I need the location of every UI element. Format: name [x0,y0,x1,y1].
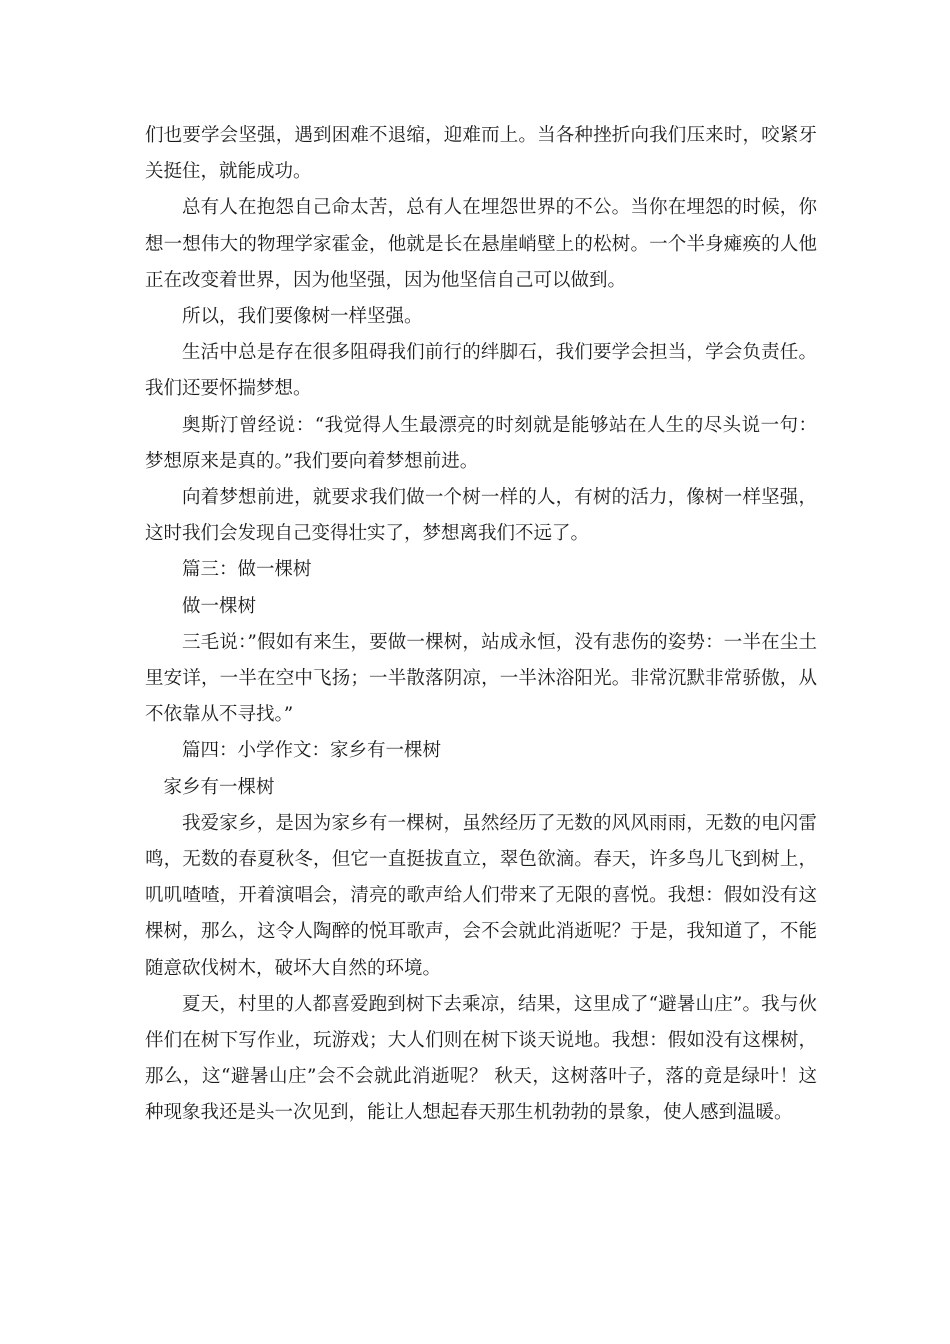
paragraph-4: 生活中总是存在很多阻碍我们前行的绊脚石，我们要学会担当，学会负责任。我们还要怀揣梦想。 [145,342,817,400]
document-page [145,118,817,1132]
paragraph-8: 我爱家乡，是因为家乡有一棵树，虽然经历了无数的风风雨雨，无数的电闪雷鸣，无数的春夏秋冬，但它一直挺拔直立，翠色欲滴。春天，许多鸟儿飞到树上，叽叽喳喳，开着演唱会，清亮的歌声给人们带来了无限的喜悦。我想：假如没有这棵树，那么，这令人陶醉的悦耳歌声，会不会就此消逝呢？于是，我知道了，不能随意砍伐树木，破坏大自然的环境。 [145,812,817,979]
paragraph-9: 夏天，村里的人都喜爱跑到树下去乘凉，结果，这里成了“避暑山庄”。我与伙伴们在树下写作业，玩游戏；大人们则在树下谈天说地。我想：假如没有这棵树，那么，这“避暑山庄”会不会就此消逝呢？ 秋天，这树落叶子，落的竟是绿叶！这种现象我还是头一次见到，能让人想起春天那生机勃勃的景象，使人感到温暖。 [145,993,817,1124]
paragraph-2: 总有人在抱怨自己命太苦，总有人在埋怨世界的不公。当你在埋怨的时候，你想一想伟大的物理学家霍金，他就是长在悬崖峭壁上的松树。一个半身瘫痪的人他正在改变着世界，因为他坚强，因为他坚信自己可以做到。 [145,197,817,291]
paragraph-3: 所以，我们要像树一样坚强。 [182,306,423,328]
paragraph-6: 向着梦想前进，就要求我们做一个树一样的人，有树的活力，像树一样坚强，这时我们会发现自己变得壮实了，梦想离我们不远了。 [145,487,817,545]
paragraph-7: 三毛说：”假如有来生，要做一棵树，站成永恒，没有悲伤的姿势：一半在尘土里安详，一半在空中飞扬；一半散落阴凉，一半沐浴阳光。非常沉默非常骄傲，从不依靠从不寻找。” [145,631,817,726]
section-title-3: 做一棵树 [182,595,257,617]
section-title-4: 家乡有一棵树 [163,776,275,798]
section-heading-3: 篇三：做一棵树 [182,559,312,581]
section-heading-4: 篇四：小学作文：家乡有一棵树 [182,740,442,762]
paragraph-5: 奥斯汀曾经说：“我觉得人生最漂亮的时刻就是能够站在人生的尽头说一句：梦想原来是真的。”我们要向着梦想前进。 [145,414,817,472]
paragraph-1: 们也要学会坚强，遇到困难不退缩，迎难而上。当各种挫折向我们压来时，咬紧牙关挺住，就能成功。 [145,125,817,183]
